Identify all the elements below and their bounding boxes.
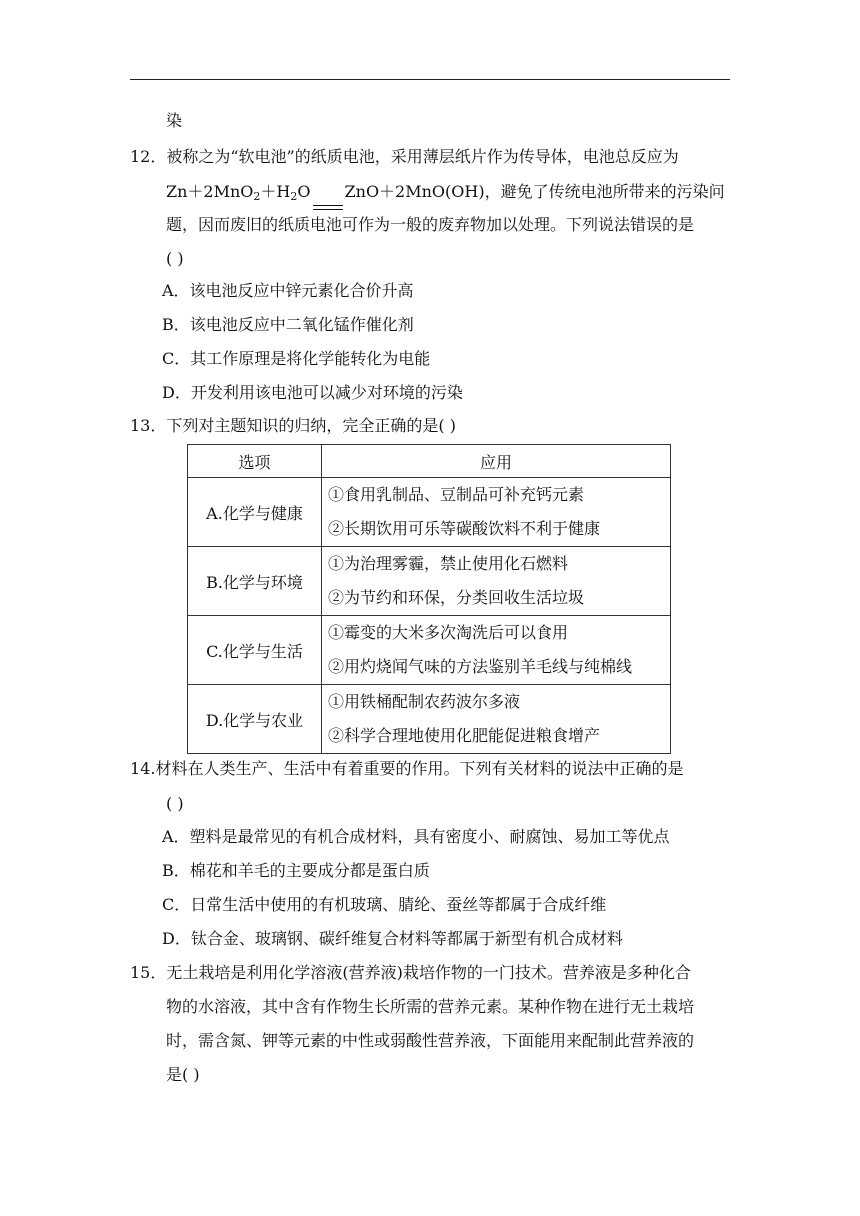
table-row — [188, 547, 671, 616]
table-row — [188, 685, 671, 754]
q14-option-b: B．棉花和羊毛的主要成分都是蛋白质 — [162, 861, 430, 880]
table-item: ①为治理雾霾，禁止使用化石燃料 — [328, 554, 569, 573]
table-items — [322, 616, 671, 685]
q12-equation: $Zn+2MnO_2+H_2O$ ZnO＋2MnO(OH)，避免了传统电池所带来的污染问 — [166, 182, 725, 203]
table-items — [322, 478, 671, 547]
header-rule — [130, 79, 730, 80]
q14-stem: 14.材料在人类生产、生活中有着重要的作用。下列有关材料的说法中正确的是 — [130, 759, 684, 778]
q13-stem: 13．下列对主题知识的归纳，完全正确的是( ) — [130, 416, 456, 435]
q13-table — [187, 444, 671, 754]
table-header-application: 应用 — [322, 445, 671, 478]
table-items — [322, 685, 671, 754]
table-topic: D.化学与农业 — [188, 685, 322, 754]
table-header-option: 选项 — [188, 445, 322, 478]
q15-stem-line-3: 时，需含氮、钾等元素的中性或弱酸性营养液，下面能用来配制此营养液的 — [166, 1031, 695, 1050]
q12-stem-line-1: 12．被称之为“软电池”的纸质电池，采用薄层纸片作为传导体，电池总反应为 — [130, 147, 679, 166]
q15-stem-line-2: 物的水溶液，其中含有作物生长所需的营养元素。某种作物在进行无土栽培 — [166, 997, 695, 1016]
q14-answer-paren: ( ) — [166, 794, 184, 813]
table-header-row — [188, 445, 671, 478]
q14-option-d: D．钛合金、玻璃钢、碳纤维复合材料等都属于新型有机合成材料 — [162, 929, 623, 948]
q12-stem-line-3: 题，因而废旧的纸质电池可作为一般的废弃物加以处理。下列说法错误的是 — [166, 215, 695, 234]
q14-option-a: A．塑料是最常见的有机合成材料，具有密度小、耐腐蚀、易加工等优点 — [162, 827, 670, 846]
q14-option-c: C．日常生活中使用的有机玻璃、腈纶、蚕丝等都属于合成纤维 — [162, 895, 607, 914]
table-items — [322, 547, 671, 616]
table-item: ②为节约和环保，分类回收生活垃圾 — [328, 588, 585, 607]
carry-over-text: 染 — [166, 111, 183, 130]
table-item: ①食用乳制品、豆制品可补充钙元素 — [328, 485, 585, 504]
q12-option-c: C．其工作原理是将化学能转化为电能 — [162, 349, 431, 368]
table-item: ①用铁桶配制农药波尔多液 — [328, 692, 521, 711]
q12-option-a: A．该电池反应中锌元素化合价升高 — [162, 281, 414, 300]
q12-option-d: D．开发利用该电池可以减少对环境的污染 — [162, 383, 463, 402]
q12-answer-paren: ( ) — [166, 249, 184, 268]
q12-option-b: B．该电池反应中二氧化锰作催化剂 — [162, 315, 414, 334]
table-item: ②长期饮用可乐等碳酸饮料不利于健康 — [328, 519, 601, 538]
table-item: ②用灼烧闻气味的方法鉴别羊毛线与纯棉线 — [328, 657, 633, 676]
table-topic: C.化学与生活 — [188, 616, 322, 685]
table-item: ①霉变的大米多次淘洗后可以食用 — [328, 623, 569, 642]
table-row — [188, 616, 671, 685]
table-item: ②科学合理地使用化肥能促进粮食增产 — [328, 726, 601, 745]
q15-stem-line-1: 15．无土栽培是利用化学溶液(营养液)栽培作物的一门技术。营养液是多种化合 — [130, 963, 691, 982]
table-topic: B.化学与环境 — [188, 547, 322, 616]
table-topic: A.化学与健康 — [188, 478, 322, 547]
q15-stem-line-4: 是( ) — [166, 1065, 200, 1084]
table-row — [188, 478, 671, 547]
